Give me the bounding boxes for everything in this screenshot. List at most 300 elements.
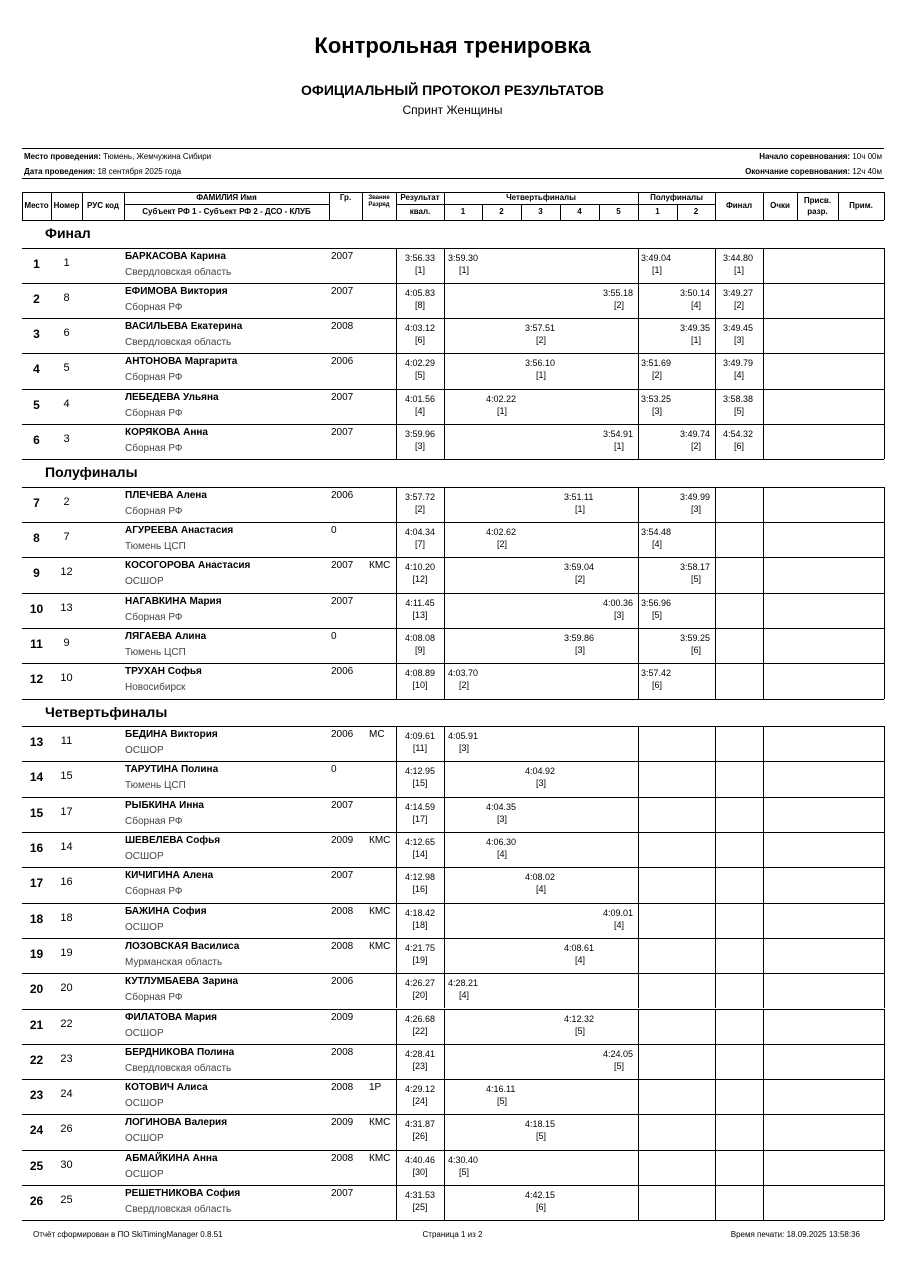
- quarterfinal-time: 4:30.40: [448, 1154, 479, 1165]
- bib-number: 25: [60, 1194, 73, 1206]
- athlete-name: БАРКАСОВА Карина: [125, 250, 226, 262]
- qual-time: 4:31.53: [404, 1190, 436, 1200]
- qual-position: [5]: [414, 370, 425, 381]
- sport-rank: КМС: [369, 940, 391, 952]
- athlete-region: Сборная РФ: [125, 611, 183, 623]
- athlete-name: АБМАЙКИНА Анна: [125, 1152, 218, 1164]
- document-title: Контрольная тренировка: [314, 33, 591, 58]
- birth-year: 2008: [331, 940, 354, 952]
- athlete-name: КИЧИГИНА Алена: [125, 870, 214, 882]
- semifinal-position: [6]: [691, 645, 702, 655]
- header-column-divider: [884, 192, 885, 220]
- athlete-name: КОТОВИЧ Алиса: [125, 1082, 208, 1094]
- column-divider: [638, 903, 639, 938]
- place: 10: [29, 601, 44, 616]
- birth-year: 2007: [331, 799, 354, 811]
- bib-number: 23: [60, 1052, 73, 1065]
- column-divider: [638, 726, 639, 761]
- sport-rank: КМС: [369, 560, 391, 572]
- birth-year: 2006: [331, 729, 354, 741]
- column-divider: [884, 938, 885, 973]
- quarterfinal-position: [3]: [536, 778, 547, 789]
- column-divider: [763, 903, 764, 938]
- column-divider: [638, 487, 639, 522]
- athlete-name: ЛОЗОВСКАЯ Василиса: [125, 940, 240, 952]
- column-divider: [884, 726, 885, 761]
- row-divider: [22, 663, 884, 664]
- qual-time: 4:10.20: [404, 562, 436, 573]
- athlete-name: ПЛЕЧЕВА Алена: [125, 489, 207, 501]
- bib-number: 7: [63, 531, 70, 544]
- column-divider: [763, 867, 764, 902]
- column-divider: [444, 1114, 445, 1149]
- footer-generated: Отчёт сформирован в ПО SkiTimingManager 0.8.51: [33, 1230, 223, 1239]
- birth-year: 2007: [331, 870, 354, 882]
- quarterfinal-position: [1]: [575, 503, 586, 514]
- col-header-rank-line2: Разряд: [368, 202, 390, 208]
- column-divider: [444, 663, 445, 698]
- birth-year: 2007: [331, 250, 354, 262]
- column-divider: [884, 973, 885, 1008]
- col-header-quarterfinals: Четвертьфиналы: [506, 193, 576, 202]
- column-divider: [638, 1079, 639, 1114]
- quarterfinal-time: 4:16.11: [486, 1084, 516, 1095]
- col-header-place: Место: [24, 201, 49, 210]
- section-title: Финал: [45, 225, 91, 241]
- column-divider: [444, 248, 445, 283]
- quarterfinal-time: 4:00.36: [603, 597, 634, 608]
- col-header-rus-code: РУС код: [87, 201, 119, 210]
- column-divider: [763, 938, 764, 973]
- birth-year: 2006: [331, 976, 354, 988]
- qual-position: [12]: [412, 574, 428, 585]
- bib-number: 22: [60, 1017, 73, 1030]
- column-divider: [884, 797, 885, 832]
- qual-position: [25]: [412, 1202, 428, 1212]
- column-divider: [715, 522, 716, 557]
- venue-value: Тюмень, Жемчужина Сибири: [103, 152, 212, 161]
- column-divider: [444, 1044, 445, 1079]
- section-divider: [22, 248, 884, 249]
- place: 18: [29, 911, 44, 926]
- column-divider: [884, 522, 885, 557]
- col-header-qf-1: 1: [460, 207, 466, 216]
- row-divider: [22, 459, 884, 460]
- col-header-notes: Прим.: [849, 201, 873, 210]
- athlete-region: Новосибирск: [125, 682, 186, 694]
- column-divider: [884, 557, 885, 592]
- quarterfinal-position: [1]: [497, 405, 508, 416]
- column-divider: [715, 1044, 716, 1079]
- row-divider: [22, 593, 884, 594]
- place: 12: [29, 672, 44, 687]
- place: 15: [29, 805, 44, 820]
- column-divider: [444, 593, 445, 628]
- column-divider: [715, 1114, 716, 1149]
- column-divider: [715, 867, 716, 902]
- column-divider: [444, 389, 445, 424]
- quarterfinal-time: 4:18.15: [525, 1119, 556, 1130]
- athlete-name: ТАРУТИНА Полина: [125, 764, 219, 776]
- athlete-region: ОСШОР: [125, 745, 164, 757]
- column-divider: [884, 663, 885, 698]
- quarterfinal-position: [4]: [614, 919, 625, 930]
- qual-position: [26]: [412, 1131, 428, 1142]
- athlete-name: ЕФИМОВА Виктория: [125, 285, 228, 297]
- bib-number: 4: [63, 397, 70, 410]
- qual-time: 4:18.42: [404, 907, 436, 918]
- quarterfinal-position: [5]: [497, 1096, 508, 1107]
- final-time: 3:58.38: [723, 393, 754, 404]
- bib-number: 11: [60, 735, 73, 748]
- column-divider: [884, 1150, 885, 1185]
- start-line: [759, 152, 882, 161]
- quarterfinal-position: [4]: [459, 990, 470, 1001]
- column-divider: [444, 424, 445, 459]
- quarterfinal-position: [5]: [614, 1060, 625, 1071]
- quarterfinal-time: 3:59.04: [564, 562, 595, 573]
- athlete-name: ТРУХАН Софья: [125, 666, 202, 678]
- column-divider: [444, 487, 445, 522]
- bib-number: 6: [63, 327, 70, 340]
- sport-rank: КМС: [369, 1117, 391, 1129]
- row-divider: [22, 699, 884, 700]
- column-divider: [715, 424, 716, 459]
- column-divider: [638, 389, 639, 424]
- column-divider: [715, 1150, 716, 1185]
- quarterfinal-time: 3:59.86: [564, 633, 595, 643]
- column-divider: [884, 628, 885, 663]
- quarterfinal-position: [5]: [459, 1166, 470, 1177]
- bib-number: 30: [60, 1158, 73, 1171]
- footer-page-number: Страница 1 из 2: [422, 1230, 483, 1239]
- qual-position: [1]: [414, 264, 425, 275]
- col-header-qual: квал.: [409, 207, 431, 216]
- quarterfinal-position: [1]: [459, 264, 470, 275]
- column-divider: [444, 557, 445, 592]
- place: 13: [29, 735, 44, 750]
- semifinal-position: [5]: [691, 574, 702, 585]
- quarterfinal-time: 4:02.22: [486, 393, 517, 404]
- column-divider: [763, 797, 764, 832]
- quarterfinal-time: 3:59.30: [448, 252, 479, 263]
- bib-number: 16: [60, 876, 73, 889]
- athlete-name: КОРЯКОВА Анна: [125, 427, 208, 438]
- column-divider: [763, 353, 764, 388]
- quarterfinal-position: [2]: [536, 335, 547, 346]
- quarterfinal-position: [1]: [614, 441, 625, 451]
- semifinal-position: [1]: [652, 264, 663, 275]
- column-divider: [715, 593, 716, 628]
- bib-number: 19: [60, 946, 73, 959]
- quarterfinal-time: 4:24.05: [603, 1048, 634, 1059]
- athlete-region: Мурманская область: [125, 956, 223, 968]
- column-divider: [715, 903, 716, 938]
- document-subtitle: ОФИЦИАЛЬНЫЙ ПРОТОКОЛ РЕЗУЛЬТАТОВ: [301, 82, 604, 98]
- column-divider: [715, 628, 716, 663]
- place: 19: [29, 946, 44, 961]
- column-divider: [884, 1044, 885, 1079]
- semifinal-time: 3:57.42: [641, 668, 672, 679]
- athlete-region: ОСШОР: [125, 1098, 164, 1110]
- row-divider: [22, 318, 884, 319]
- info-bottom-border: [22, 178, 884, 179]
- athlete-region: Свердловская область: [125, 1062, 232, 1074]
- column-divider: [884, 903, 885, 938]
- column-divider: [763, 487, 764, 522]
- row-divider: [22, 938, 884, 939]
- column-divider: [638, 867, 639, 902]
- athlete-name: ЛОГИНОВА Валерия: [125, 1117, 228, 1129]
- column-divider: [884, 283, 885, 318]
- col-header-year: Гр.: [339, 193, 352, 202]
- quarterfinal-position: [3]: [575, 645, 586, 655]
- quarterfinal-position: [2]: [614, 299, 625, 310]
- column-divider: [715, 283, 716, 318]
- column-divider: [763, 1079, 764, 1114]
- qual-time: 4:28.41: [404, 1048, 436, 1059]
- bib-number: 12: [60, 566, 73, 579]
- column-divider: [444, 832, 445, 867]
- birth-year: 2007: [331, 391, 354, 403]
- final-position: [2]: [734, 299, 745, 310]
- column-divider: [763, 1185, 764, 1220]
- row-divider: [22, 283, 884, 284]
- athlete-name: БЕРДНИКОВА Полина: [125, 1046, 235, 1058]
- place: 2: [33, 291, 40, 306]
- qual-time: 4:11.45: [405, 597, 435, 608]
- quarterfinal-position: [6]: [536, 1202, 547, 1212]
- athlete-region: Свердловская область: [125, 1204, 232, 1215]
- athlete-region: Тюмень ЦСП: [125, 647, 186, 658]
- column-divider: [884, 353, 885, 388]
- col-header-final: Финал: [725, 201, 753, 210]
- qual-position: [10]: [412, 680, 428, 691]
- section-title: Четвертьфиналы: [45, 703, 168, 720]
- qual-time: 4:14.59: [404, 801, 436, 812]
- qual-position: [8]: [414, 299, 425, 310]
- qual-time: 4:08.08: [404, 633, 436, 643]
- place: 25: [29, 1158, 44, 1173]
- bib-number: 20: [60, 982, 73, 995]
- quarterfinal-position: [4]: [497, 849, 508, 859]
- column-divider: [884, 248, 885, 283]
- qual-position: [3]: [414, 441, 425, 451]
- athlete-region: Сборная РФ: [125, 372, 183, 384]
- column-divider: [884, 487, 885, 522]
- quarterfinal-position: [2]: [497, 539, 508, 550]
- bib-number: 10: [60, 672, 73, 685]
- place: 14: [29, 770, 44, 785]
- column-divider: [715, 1185, 716, 1220]
- final-time: 3:49.79: [723, 358, 754, 369]
- column-divider: [638, 1150, 639, 1185]
- column-divider: [638, 522, 639, 557]
- semifinal-time: 3:53.25: [641, 393, 672, 404]
- qual-time: 4:04.34: [404, 527, 436, 538]
- column-divider: [715, 487, 716, 522]
- qual-position: [7]: [414, 539, 425, 550]
- column-divider: [763, 1150, 764, 1185]
- quarterfinal-time: 4:02.62: [486, 527, 517, 538]
- column-divider: [444, 522, 445, 557]
- quarterfinal-time: 4:28.21: [448, 978, 479, 989]
- column-divider: [884, 424, 885, 459]
- quarterfinal-time: 4:04.35: [486, 801, 517, 812]
- qual-position: [13]: [412, 609, 428, 620]
- row-divider: [22, 1079, 884, 1080]
- semifinal-time: 3:59.25: [680, 633, 711, 643]
- birth-year: 2009: [331, 835, 354, 846]
- birth-year: 2006: [331, 356, 354, 368]
- col-header-semifinals: Полуфиналы: [650, 193, 703, 202]
- qual-position: [24]: [412, 1096, 428, 1107]
- col-header-assigned-rank: [797, 195, 838, 217]
- place: 17: [29, 876, 44, 891]
- column-divider: [884, 593, 885, 628]
- qual-position: [15]: [412, 778, 428, 789]
- row-divider: [22, 903, 884, 904]
- qual-position: [17]: [412, 813, 428, 824]
- athlete-region: ОСШОР: [125, 1027, 164, 1039]
- quarterfinal-position: [3]: [497, 813, 508, 824]
- qual-position: [14]: [412, 849, 428, 859]
- column-divider: [763, 389, 764, 424]
- semifinal-time: 3:49.74: [680, 429, 711, 439]
- athlete-name: РЫБКИНА Инна: [125, 799, 204, 811]
- bib-number: 17: [60, 805, 73, 818]
- column-divider: [444, 283, 445, 318]
- column-divider: [763, 973, 764, 1008]
- event-name: Спринт Женщины: [402, 103, 503, 117]
- row-divider: [22, 797, 884, 798]
- column-divider: [638, 663, 639, 698]
- col-header-rank: [362, 195, 396, 209]
- place: 21: [29, 1017, 44, 1032]
- row-divider: [22, 1044, 884, 1045]
- quarterfinal-position: [3]: [459, 743, 470, 754]
- qual-time: 4:09.61: [404, 731, 436, 742]
- qual-time: 4:26.27: [404, 978, 436, 989]
- birth-year: 0: [331, 631, 337, 642]
- row-divider: [22, 522, 884, 523]
- quarterfinal-time: 3:55.18: [603, 287, 634, 298]
- bib-number: 18: [60, 911, 73, 924]
- athlete-region: Свердловская область: [125, 337, 232, 349]
- column-divider: [763, 628, 764, 663]
- semifinal-time: 3:49.35: [680, 323, 711, 334]
- quarterfinal-position: [5]: [536, 1131, 547, 1142]
- final-time: 3:44.80: [723, 252, 754, 263]
- header-bottom-border: [22, 220, 884, 221]
- bib-number: 3: [63, 433, 70, 445]
- column-divider: [638, 1114, 639, 1149]
- qual-time: 4:26.68: [404, 1013, 436, 1024]
- quarterfinal-time: 4:04.92: [525, 766, 556, 777]
- column-divider: [715, 663, 716, 698]
- row-divider: [22, 1220, 884, 1221]
- column-divider: [763, 318, 764, 353]
- info-top-border: [22, 148, 884, 149]
- column-divider: [715, 832, 716, 867]
- place: 26: [29, 1194, 44, 1208]
- col-header-name: ФАМИЛИЯ Имя: [196, 193, 257, 202]
- column-divider: [715, 761, 716, 796]
- row-divider: [22, 1009, 884, 1010]
- col-header-sf-2: 2: [693, 207, 699, 216]
- col-header-bib: Номер: [53, 201, 80, 210]
- athlete-region: Свердловская область: [125, 266, 232, 278]
- qual-position: [4]: [414, 405, 425, 416]
- quarterfinal-position: [3]: [614, 609, 625, 620]
- row-divider: [22, 1114, 884, 1115]
- end-value: 12ч 40м: [852, 167, 882, 176]
- footer-print-time: Время печати: 18.09.2025 13:58:36: [730, 1230, 860, 1239]
- col-header-qf-5: 5: [616, 207, 621, 216]
- birth-year: 2007: [331, 595, 354, 607]
- athlete-name: ЛЯГАЕВА Алина: [125, 631, 207, 642]
- semifinal-time: 3:50.14: [680, 287, 711, 298]
- end-line: [745, 167, 882, 176]
- column-divider: [763, 424, 764, 459]
- quarterfinal-position: [4]: [536, 884, 547, 895]
- quarterfinal-position: [1]: [536, 370, 547, 381]
- column-divider: [763, 522, 764, 557]
- qual-time: 4:12.95: [404, 766, 436, 777]
- row-divider: [22, 832, 884, 833]
- qual-time: 4:29.12: [404, 1084, 436, 1095]
- row-divider: [22, 557, 884, 558]
- date-value: 18 сентября 2025 года: [97, 167, 182, 176]
- quarterfinal-time: 4:05.91: [448, 731, 479, 742]
- column-divider: [884, 1009, 885, 1044]
- place: 9: [33, 566, 40, 581]
- column-divider: [444, 938, 445, 973]
- col-header-sf-1: 1: [655, 207, 660, 216]
- athlete-name: АГУРЕЕВА Анастасия: [125, 525, 234, 537]
- column-divider: [763, 663, 764, 698]
- place: 20: [29, 982, 44, 997]
- column-divider: [638, 318, 639, 353]
- column-divider: [638, 1009, 639, 1044]
- column-divider: [884, 832, 885, 867]
- column-divider: [444, 1079, 445, 1114]
- col-header-rank-line1: Звание: [368, 195, 390, 201]
- sport-rank: КМС: [369, 905, 391, 917]
- qual-time: 3:56.33: [404, 252, 436, 263]
- athlete-region: Сборная РФ: [125, 815, 183, 827]
- row-divider: [22, 761, 884, 762]
- row-divider: [22, 628, 884, 629]
- semifinal-position: [1]: [691, 335, 702, 346]
- quarterfinal-time: 4:06.30: [486, 837, 517, 847]
- birth-year: 2008: [331, 1082, 354, 1094]
- birth-year: 0: [331, 764, 337, 776]
- quarterfinal-time: 4:42.15: [525, 1190, 556, 1200]
- birth-year: 2007: [331, 285, 354, 297]
- column-divider: [444, 318, 445, 353]
- qual-position: [2]: [414, 503, 425, 514]
- qual-time: 4:12.98: [404, 872, 436, 883]
- bib-number: 15: [60, 770, 73, 783]
- athlete-name: ЛЕБЕДЕВА Ульяна: [125, 391, 219, 403]
- athlete-name: БАЖИНА София: [125, 905, 207, 917]
- place: 1: [33, 256, 40, 271]
- athlete-region: Сборная РФ: [125, 407, 183, 419]
- bib-number: 8: [63, 291, 70, 304]
- birth-year: 2006: [331, 666, 354, 678]
- place: 7: [33, 495, 40, 510]
